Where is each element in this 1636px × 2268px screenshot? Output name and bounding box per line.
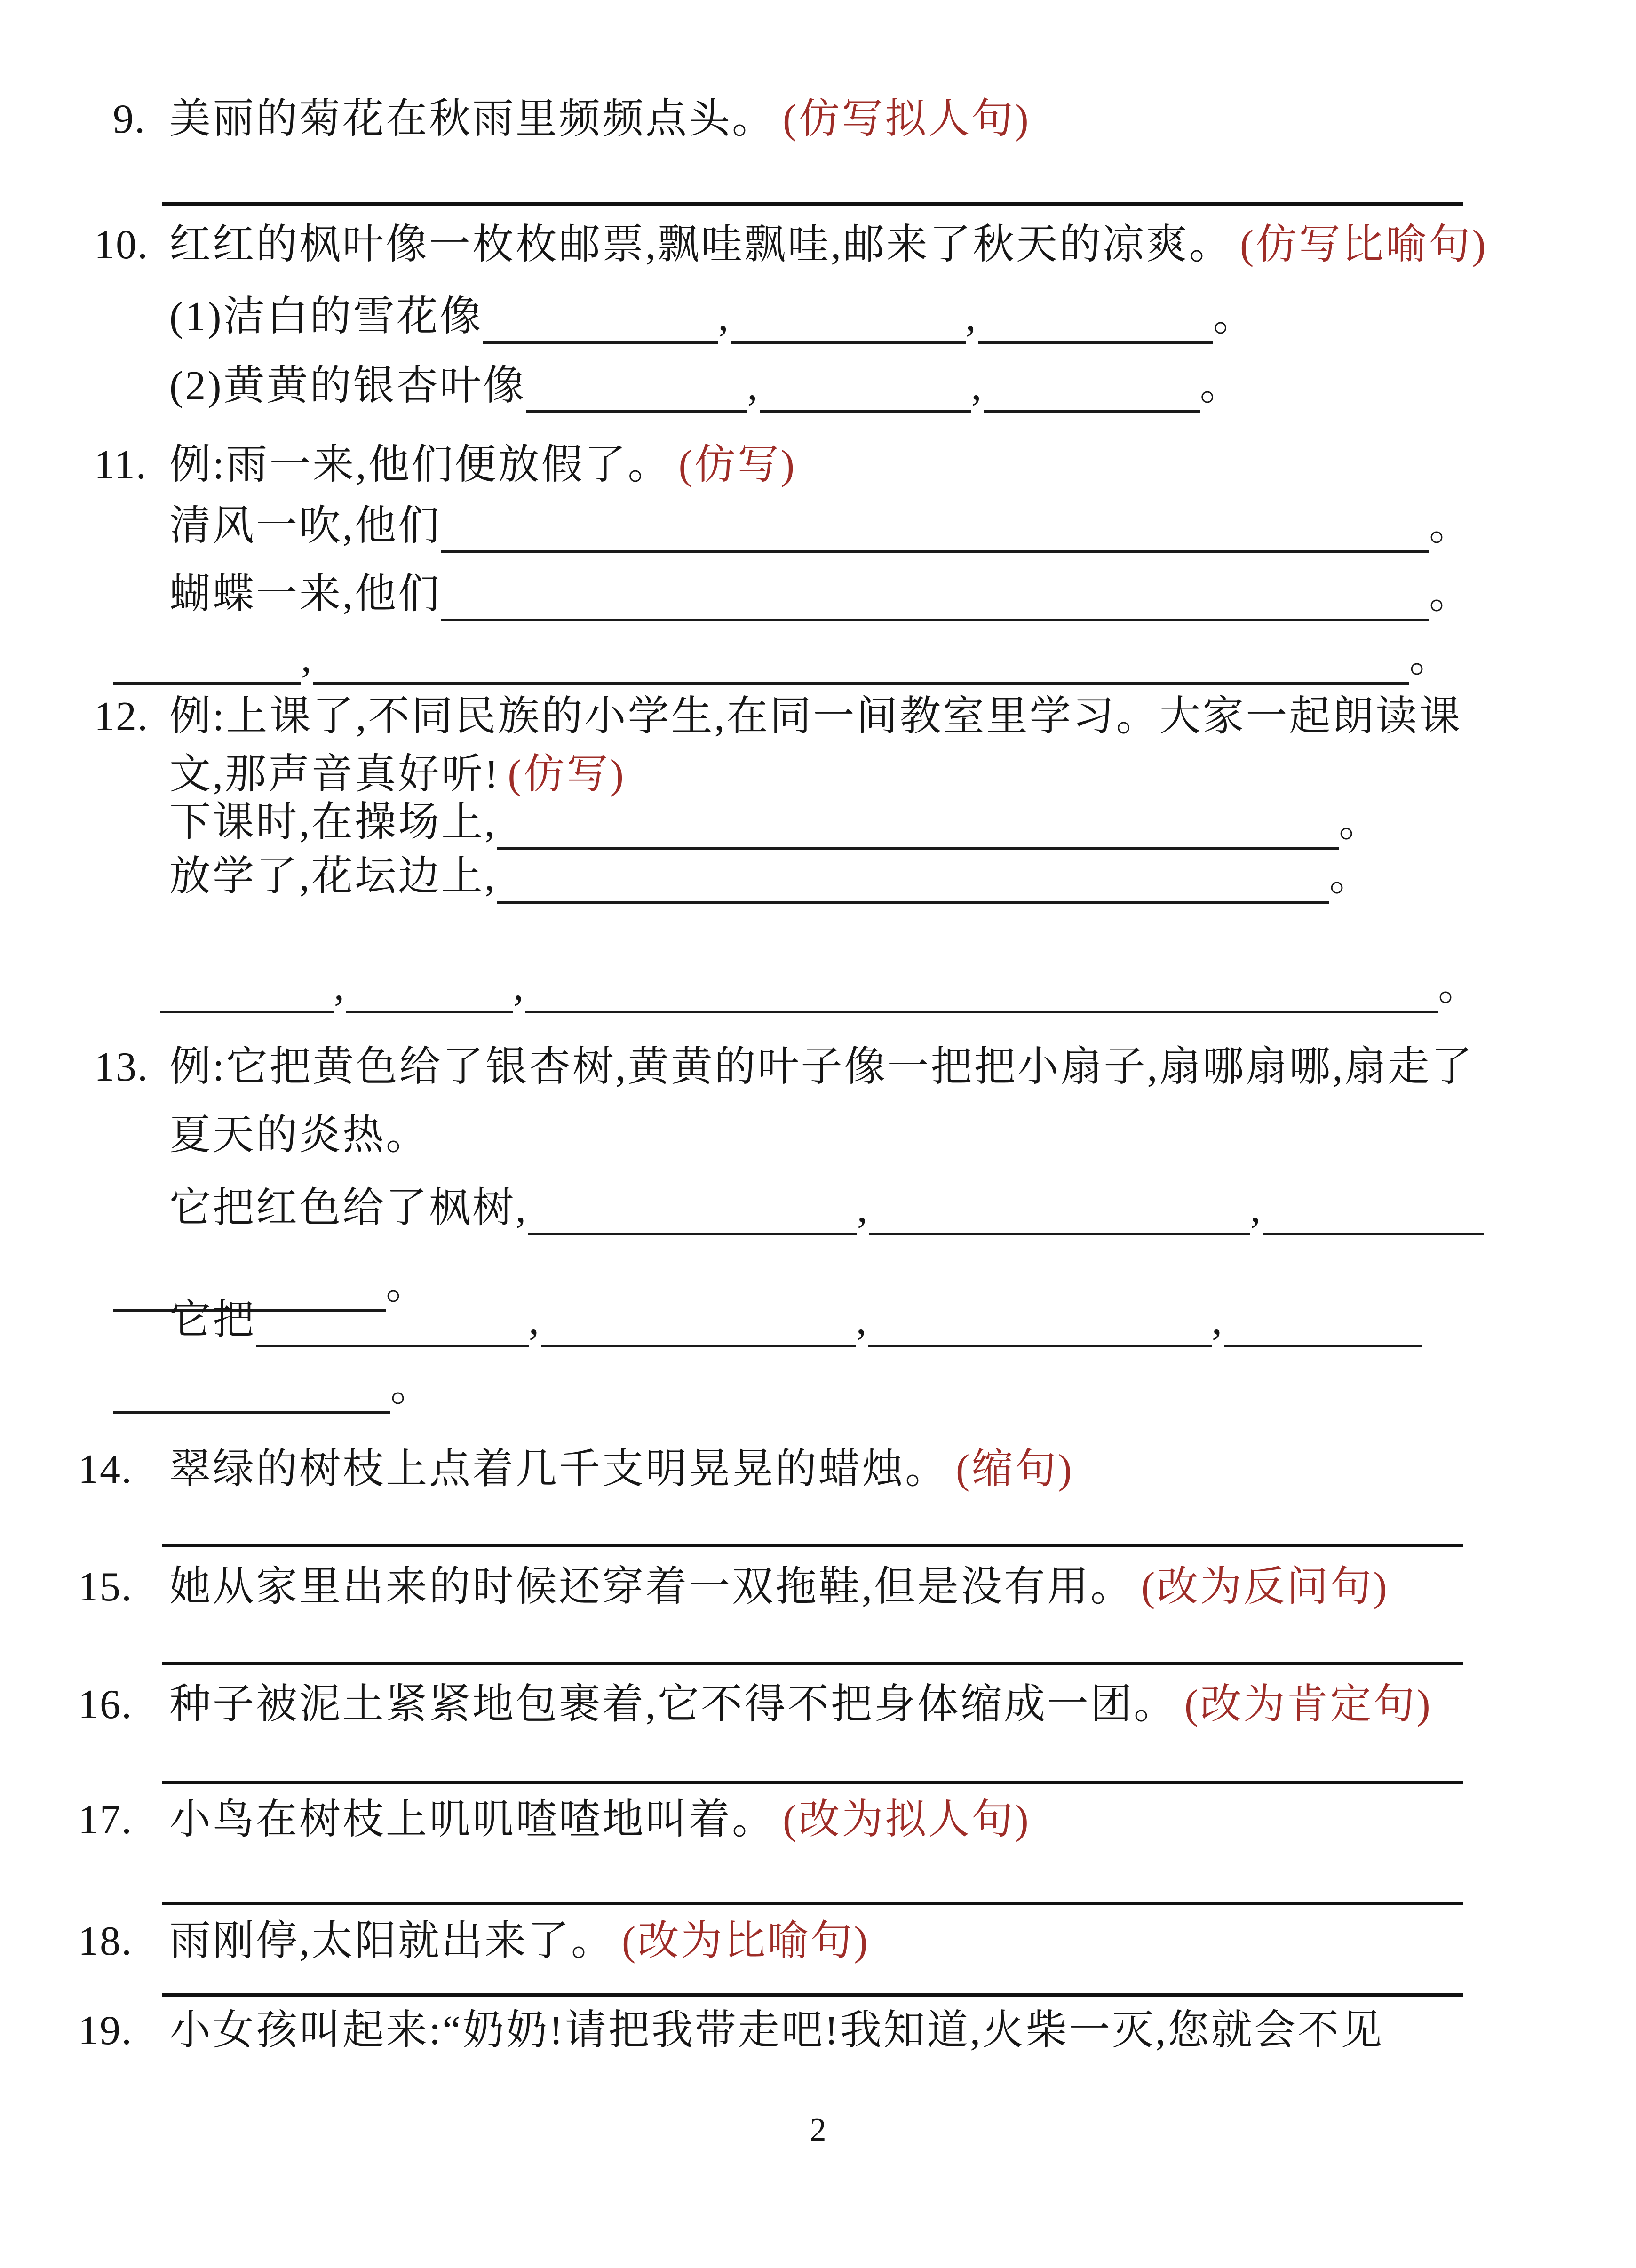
- exercise-15-prompt-number: 15.: [78, 1564, 133, 1610]
- exercise-12-fill-3-blank-1[interactable]: [160, 965, 334, 1013]
- exercise-9-prompt-number: 9.: [113, 96, 146, 142]
- exercise-12-fill-1-text-1: 下课时,在操场上,: [169, 800, 497, 845]
- exercise-10-prompt: [94, 217, 1488, 273]
- exercise-13-prompt-line1-text-2: 例:它把黄色给了银杏树,黄黄的叶子像一把把小扇子,扇哪扇哪,扇走了: [169, 1044, 1475, 1090]
- exercise-12-fill-2: [169, 849, 1373, 905]
- exercise-13-fill-3-blank-2[interactable]: [256, 1299, 529, 1347]
- exercise-11-fill-3-blank-1[interactable]: [113, 637, 301, 685]
- exercise-11-fill-1-text-1: 清风一吹,他们: [169, 503, 442, 549]
- exercise-13-fill-1-text-1: 它把红色给了枫树,: [169, 1186, 528, 1231]
- exercise-11-prompt-number: 11.: [94, 442, 147, 488]
- exercise-14-prompt-text-2: 翠绿的树枝上点着几千支明晃晃的蜡烛。: [169, 1447, 949, 1492]
- exercise-12-fill-2-text-3: 。: [1329, 854, 1373, 899]
- exercise-10-prompt-number: 10.: [94, 222, 149, 268]
- exercise-12-prompt-line2: [169, 747, 626, 803]
- exercise-10-sub1-text-3: ,: [718, 294, 731, 340]
- exercise-17-prompt-text-2: 小鸟在树枝上叽叽喳喳地叫着。: [169, 1797, 776, 1843]
- exercise-10-sub2-text-5: ,: [971, 363, 984, 409]
- exercise-10-sub1-blank-2[interactable]: [483, 296, 718, 344]
- exercise-13-fill-3-text-5: ,: [856, 1297, 869, 1343]
- exercise-12-fill-3-text-4: ,: [513, 963, 525, 1009]
- exercise-10-sub2-text-1: (2)黄黄的银杏叶像: [169, 363, 526, 409]
- exercise-12-fill-2-text-1: 放学了,花坛边上,: [169, 854, 497, 899]
- exercise-11-fill-1-text-3: 。: [1429, 503, 1473, 549]
- exercise-19-prompt-text-2: 小女孩叫起来:“奶奶!请把我带走吧!我知道,火柴一灭,您就会不见: [169, 2008, 1384, 2053]
- exercise-14-prompt-number: 14.: [78, 1447, 133, 1492]
- exercise-11-fill-1: [169, 499, 1472, 554]
- exercise-17-answer-rule[interactable]: [162, 1902, 1463, 1905]
- exercise-16-prompt-number: 16.: [78, 1682, 133, 1727]
- exercise-10-sub2-blank-6[interactable]: [984, 365, 1200, 413]
- exercise-11-fill-2: [169, 567, 1472, 622]
- exercise-12-prompt-line2-instruction-label: (仿写): [508, 752, 626, 797]
- exercise-15-prompt-text-2: 她从家里出来的时候还穿着一双拖鞋,但是没有用。: [169, 1564, 1134, 1610]
- exercise-12-prompt-line1-number: 12.: [94, 694, 149, 740]
- exercise-13-fill-1-text-5: ,: [1250, 1186, 1263, 1231]
- exercise-13-fill-4-blank-1[interactable]: [113, 1366, 390, 1414]
- exercise-13-fill-2-text-2: 。: [386, 1262, 429, 1308]
- exercise-10-sub1-text-5: ,: [965, 294, 978, 340]
- exercise-12-prompt-line1-text-2: 例:上课了,不同民族的小学生,在同一间教室里学习。大家一起朗读课: [169, 694, 1462, 740]
- exercise-13-fill-3-blank-8[interactable]: [1224, 1299, 1422, 1347]
- exercise-11-fill-3: [113, 630, 1453, 686]
- exercise-13-fill-1: [169, 1181, 1484, 1236]
- exercise-19-prompt: [78, 2003, 1384, 2059]
- exercise-16-prompt-text-2: 种子被泥土紧紧地包裹着,它不得不把身体缩成一团。: [169, 1682, 1177, 1727]
- exercise-13-prompt-line2: [169, 1108, 429, 1163]
- exercise-10-sub2-blank-2[interactable]: [526, 365, 747, 413]
- exercise-10-prompt-text-2: 红红的枫叶像一枚枚邮票,飘哇飘哇,邮来了秋天的凉爽。: [169, 222, 1233, 268]
- exercise-12-fill-3-text-6: 。: [1438, 963, 1482, 1009]
- page-number: 2: [810, 2112, 826, 2148]
- exercise-9-prompt-instruction-label: (仿写拟人句): [783, 96, 1031, 142]
- exercise-11-fill-2-text-3: 。: [1429, 572, 1473, 617]
- exercise-15-prompt-instruction-label: (改为反问句): [1141, 1564, 1389, 1610]
- exercise-10-sub1-text-1: (1)洁白的雪花像: [169, 294, 483, 340]
- exercise-18-prompt-instruction-label: (改为比喻句): [622, 1918, 870, 1964]
- exercise-13-fill-1-blank-2[interactable]: [528, 1187, 857, 1235]
- exercise-11-fill-2-blank-2[interactable]: [441, 573, 1429, 621]
- exercise-12-fill-1-text-3: 。: [1339, 800, 1382, 845]
- exercise-9-answer-rule[interactable]: [162, 202, 1463, 206]
- exercise-13-fill-1-blank-6[interactable]: [1263, 1187, 1484, 1235]
- exercise-16-prompt: [78, 1677, 1432, 1733]
- exercise-17-prompt-instruction-label: (改为拟人句): [783, 1797, 1031, 1843]
- exercise-13-prompt-line2-text-1: 夏天的炎热。: [169, 1113, 429, 1158]
- exercise-12-prompt-line1: [94, 689, 1462, 745]
- exercise-11-fill-3-blank-3[interactable]: [313, 637, 1409, 685]
- exercise-16-answer-rule[interactable]: [162, 1781, 1463, 1784]
- exercise-10-sub1-text-7: 。: [1213, 294, 1256, 340]
- exercise-12-fill-3: [160, 959, 1481, 1014]
- exercise-13-fill-3-text-3: ,: [529, 1297, 541, 1343]
- exercise-10-sub2-text-3: ,: [747, 363, 760, 409]
- exercise-12-fill-1-blank-2[interactable]: [497, 802, 1339, 850]
- exercise-13-fill-3-text-7: ,: [1212, 1297, 1224, 1343]
- exercise-18-prompt: [78, 1914, 870, 1969]
- exercise-15-answer-rule[interactable]: [162, 1662, 1463, 1665]
- exercise-13-fill-1-text-3: ,: [857, 1186, 870, 1231]
- exercise-12-prompt-line2-text-1: 文,那声音真好听!: [169, 752, 500, 797]
- exercise-13-fill-4-text-2: 。: [390, 1364, 434, 1410]
- exercise-11-prompt-instruction-label: (仿写): [678, 442, 797, 488]
- exercise-16-prompt-instruction-label: (改为肯定句): [1184, 1682, 1432, 1727]
- exercise-14-prompt: [78, 1442, 1074, 1497]
- exercise-14-answer-rule[interactable]: [162, 1544, 1463, 1547]
- exercise-9-prompt: [113, 92, 1031, 147]
- exercise-15-prompt: [78, 1560, 1389, 1615]
- exercise-17-prompt-number: 17.: [78, 1797, 133, 1843]
- exercise-19-prompt-number: 19.: [78, 2008, 133, 2053]
- exercise-12-fill-3-text-2: ,: [334, 963, 346, 1009]
- exercise-10-sub1-blank-4[interactable]: [731, 296, 966, 344]
- exercise-13-fill-1-blank-4[interactable]: [869, 1187, 1250, 1235]
- exercise-11-fill-1-blank-2[interactable]: [441, 505, 1429, 553]
- exercise-18-prompt-number: 18.: [78, 1918, 133, 1964]
- exercise-13-fill-3-blank-4[interactable]: [541, 1299, 856, 1347]
- exercise-10-sub2: [169, 358, 1243, 414]
- exercise-11-prompt-text-2: 例:雨一来,他们便放假了。: [169, 442, 671, 488]
- exercise-10-sub1: [169, 289, 1256, 345]
- exercise-10-sub2-text-7: 。: [1199, 363, 1243, 409]
- exercise-11-fill-2-text-1: 蝴蝶一来,他们: [169, 572, 442, 617]
- exercise-17-prompt: [78, 1792, 1031, 1848]
- exercise-13-prompt-line1-number: 13.: [94, 1044, 149, 1090]
- exercise-13-fill-3-text-1: 它把: [169, 1297, 256, 1343]
- exercise-13-fill-3: [169, 1293, 1422, 1348]
- exercise-10-sub1-blank-6[interactable]: [978, 296, 1213, 344]
- exercise-13-fill-3-blank-6[interactable]: [868, 1299, 1212, 1347]
- exercise-12-fill-3-blank-5[interactable]: [525, 965, 1438, 1013]
- exercise-11-fill-3-text-4: 。: [1409, 635, 1453, 681]
- exercise-10-prompt-instruction-label: (仿写比喻句): [1240, 222, 1488, 268]
- exercise-10-sub2-blank-4[interactable]: [760, 365, 971, 413]
- exercise-9-prompt-text-2: 美丽的菊花在秋雨里频频点头。: [169, 96, 776, 142]
- exercise-11-fill-3-text-2: ,: [301, 635, 313, 681]
- exercise-13-fill-4: [113, 1360, 434, 1415]
- exercise-18-prompt-text-2: 雨刚停,太阳就出来了。: [169, 1918, 615, 1964]
- exercise-14-prompt-instruction-label: (缩句): [956, 1447, 1074, 1492]
- exercise-12-fill-1: [169, 795, 1382, 851]
- exercise-13-prompt-line1: [94, 1040, 1474, 1095]
- exercise-12-fill-3-blank-3[interactable]: [346, 965, 513, 1013]
- exercise-12-fill-2-blank-2[interactable]: [497, 856, 1329, 904]
- exercise-18-answer-rule[interactable]: [162, 1993, 1463, 1997]
- exercise-11-prompt: [94, 438, 796, 493]
